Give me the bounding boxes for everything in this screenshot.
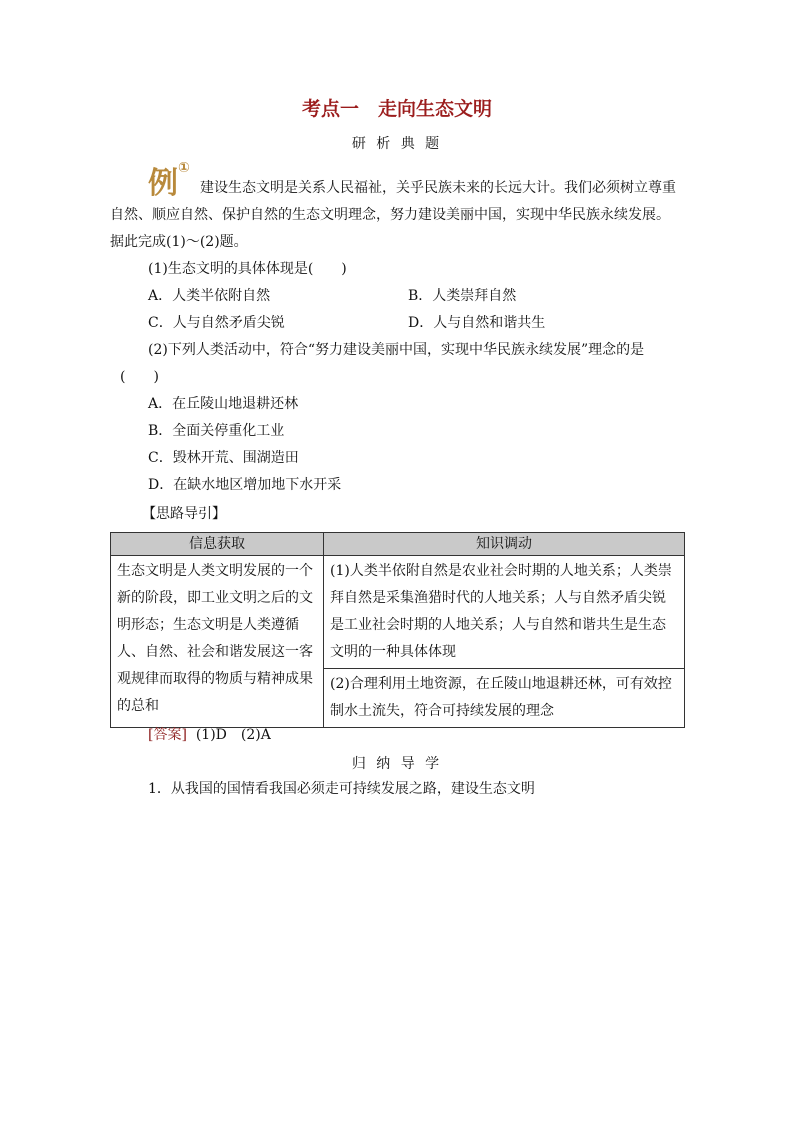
guide-info-cell: 生态文明是人类文明发展的一个新的阶段，即工业文明之后的文明形态；生态文明是人类遵循人、自然、社会和谐发展这一客观规律而取得的物质与精神成果的总和 — [111, 556, 324, 728]
example-intro-line2: 自然、顺应自然、保护自然的生态文明理念，努力建设美丽中国，实现中华民族永续发展。 — [110, 207, 670, 223]
guide-header-knowledge: 知识调动 — [324, 533, 685, 556]
answer-label: [答案] — [148, 727, 187, 743]
question-2-option-b: B．全面关停重化工业 — [148, 423, 285, 439]
question-2-option-c: C．毁林开荒、围湖造田 — [148, 450, 299, 466]
question-2-option-d: D．在缺水地区增加地下水开采 — [148, 477, 342, 493]
guide-header-info: 信息获取 — [111, 533, 324, 556]
section-heading-summary: 归 纳 导 学 — [351, 756, 443, 772]
question-1-stem: (1)生态文明的具体体现是( ) — [148, 261, 347, 277]
summary-point-1: 1．从我国的国情看我国必须走可持续发展之路，建设生态文明 — [148, 781, 535, 797]
example-intro-line1: 建设生态文明是关系人民福祉，关乎民族未来的长远大计。我们必须树立尊重 — [200, 180, 676, 196]
question-1-option-c: C．人与自然矛盾尖锐 — [148, 315, 285, 331]
section-heading-examples: 研 析 典 题 — [351, 136, 443, 152]
guide-table — [110, 532, 685, 728]
table-row — [111, 556, 685, 669]
page-title: 考点一 走向生态文明 — [301, 98, 492, 120]
question-2-option-a: A．在丘陵山地退耕还林 — [148, 396, 299, 412]
question-1-option-a: A．人类半依附自然 — [148, 288, 271, 304]
guide-label: 【思路导引】 — [142, 506, 226, 522]
question-2-stem-line1: (2)下列人类活动中，符合“努力建设美丽中国，实现中华民族永续发展”理念的是 — [148, 342, 645, 358]
guide-knowledge-cell-2: (2)合理利用土地资源，在丘陵山地退耕还林，可有效控制水土流失，符合可持续发展的理念 — [324, 669, 685, 728]
guide-knowledge-cell-1: (1)人类半依附自然是农业社会时期的人地关系；人类崇拜自然是采集渔猎时代的人地关系；人与自然矛盾尖锐是工业社会时期的人地关系；人与自然和谐共生是生态文明的一种具体体现 — [324, 556, 685, 669]
answer-value: (1)D (2)A — [195, 727, 271, 743]
question-1-option-d: D．人与自然和谐共生 — [408, 315, 546, 331]
example-badge-char: 例 — [148, 166, 178, 201]
answer-line — [148, 725, 271, 745]
example-badge-number: ① — [178, 160, 190, 176]
question-2-stem-line2: ( ) — [120, 369, 159, 385]
question-1-option-b: B．人类崇拜自然 — [408, 288, 517, 304]
guide-table-header-row — [111, 533, 685, 556]
example-intro-line3: 据此完成(1)～(2)题。 — [110, 234, 248, 250]
example-badge — [148, 158, 190, 202]
